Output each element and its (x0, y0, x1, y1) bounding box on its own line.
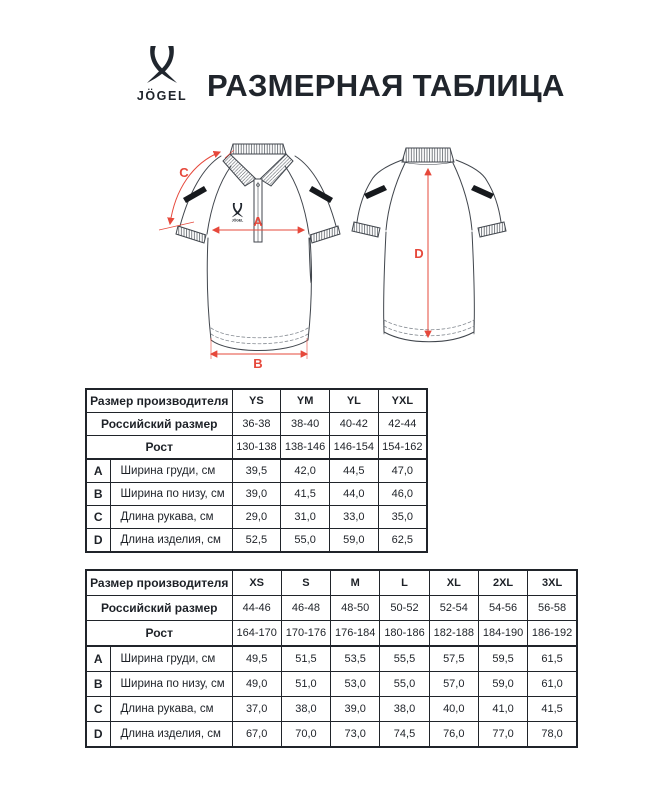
measure-value-cell: 74,5 (380, 722, 429, 748)
measure-value-cell: 51,5 (281, 646, 330, 672)
size-range-cell: 44-46 (232, 596, 281, 621)
size-range-cell: 52-54 (429, 596, 478, 621)
header-row (86, 596, 577, 621)
brand-logo (131, 46, 193, 103)
page-title: РАЗМЕРНАЯ ТАБЛИЦА (207, 67, 565, 103)
header-row (86, 436, 427, 460)
measure-label-c: C (179, 165, 189, 180)
size-code-cell: YS (232, 389, 281, 413)
measure-value-cell: 61,5 (528, 646, 577, 672)
measure-row (86, 506, 427, 529)
measure-value-cell: 55,0 (281, 529, 330, 553)
size-range-cell: 40-42 (329, 413, 378, 436)
size-range-cell: 176-184 (331, 621, 380, 647)
measure-value-cell: 59,0 (478, 672, 527, 697)
size-range-cell: 182-188 (429, 621, 478, 647)
measure-value-cell: 59,0 (329, 529, 378, 553)
size-code-cell: XS (232, 570, 281, 596)
measure-name-cell: Длина изделия, см (110, 529, 232, 553)
measure-letter-cell: B (86, 672, 110, 697)
row-title-cell: Размер производителя (86, 570, 232, 596)
measure-name-cell: Длина изделия, см (110, 722, 232, 748)
measure-value-cell: 52,5 (232, 529, 281, 553)
measure-letter-cell: B (86, 483, 110, 506)
size-code-cell: M (331, 570, 380, 596)
row-title-cell: Рост (86, 436, 232, 460)
measure-value-cell: 55,0 (380, 672, 429, 697)
header-row (86, 621, 577, 647)
row-title-cell: Российский размер (86, 596, 232, 621)
size-range-cell: 164-170 (232, 621, 281, 647)
header-row (86, 413, 427, 436)
measure-row (86, 646, 577, 672)
measure-value-cell: 29,0 (232, 506, 281, 529)
size-range-cell: 56-58 (528, 596, 577, 621)
size-range-cell: 48-50 (331, 596, 380, 621)
measure-value-cell: 44,5 (329, 459, 378, 483)
measure-value-cell: 49,5 (232, 646, 281, 672)
size-range-cell: 54-56 (478, 596, 527, 621)
size-code-cell: YXL (378, 389, 427, 413)
size-range-cell: 154-162 (378, 436, 427, 460)
measure-value-cell: 57,0 (429, 672, 478, 697)
measure-value-cell: 31,0 (281, 506, 330, 529)
measure-value-cell: 51,0 (281, 672, 330, 697)
size-code-cell: YL (329, 389, 378, 413)
measure-value-cell: 41,0 (478, 697, 527, 722)
measure-row (86, 459, 427, 483)
adult-size-table (85, 569, 578, 748)
measure-name-cell: Длина рукава, см (110, 697, 232, 722)
size-range-cell: 38-40 (281, 413, 330, 436)
row-title-cell: Российский размер (86, 413, 232, 436)
back-shirt-drawing (348, 142, 510, 370)
measure-name-cell: Ширина по низу, см (110, 483, 232, 506)
size-code-cell: S (281, 570, 330, 596)
measure-value-cell: 35,0 (378, 506, 427, 529)
header-row (86, 570, 577, 596)
jogel-v-icon (147, 46, 177, 83)
size-range-cell: 146-154 (329, 436, 378, 460)
measure-value-cell: 39,0 (331, 697, 380, 722)
measure-value-cell: 39,5 (232, 459, 281, 483)
size-code-cell: YM (281, 389, 330, 413)
measure-value-cell: 57,5 (429, 646, 478, 672)
measure-value-cell: 38,0 (281, 697, 330, 722)
youth-size-table (85, 388, 428, 553)
measure-letter-cell: C (86, 697, 110, 722)
measure-value-cell: 37,0 (232, 697, 281, 722)
measure-value-cell: 62,5 (378, 529, 427, 553)
measure-row (86, 529, 427, 553)
measure-value-cell: 59,5 (478, 646, 527, 672)
size-range-cell: 46-48 (281, 596, 330, 621)
front-chest-wordmark: JÖGEL (231, 218, 244, 223)
measure-value-cell: 46,0 (378, 483, 427, 506)
measure-value-cell: 42,0 (281, 459, 330, 483)
front-shirt-drawing (157, 141, 352, 373)
measure-value-cell: 76,0 (429, 722, 478, 748)
size-range-cell: 50-52 (380, 596, 429, 621)
measure-row (86, 483, 427, 506)
brand-wordmark: JÖGEL (136, 89, 188, 103)
size-range-cell: 36-38 (232, 413, 281, 436)
measure-value-cell: 39,0 (232, 483, 281, 506)
measure-row (86, 697, 577, 722)
measure-value-cell: 49,0 (232, 672, 281, 697)
back-shirt-outline (352, 148, 506, 342)
measure-name-cell: Длина рукава, см (110, 506, 232, 529)
measure-value-cell: 33,0 (329, 506, 378, 529)
measure-value-cell: 78,0 (528, 722, 577, 748)
measure-value-cell: 61,0 (528, 672, 577, 697)
measure-name-cell: Ширина груди, см (110, 646, 232, 672)
front-shirt-outline (176, 144, 340, 351)
back-sleeve-stripes (364, 185, 494, 199)
measure-letter-cell: A (86, 646, 110, 672)
measure-row (86, 722, 577, 748)
size-range-cell: 138-146 (281, 436, 330, 460)
measure-value-cell: 67,0 (232, 722, 281, 748)
size-range-cell: 180-186 (380, 621, 429, 647)
measure-value-cell: 40,0 (429, 697, 478, 722)
measure-letter-cell: D (86, 529, 110, 553)
row-title-cell: Рост (86, 621, 232, 647)
measure-value-cell: 53,0 (331, 672, 380, 697)
measure-letter-cell: D (86, 722, 110, 748)
measure-value-cell: 77,0 (478, 722, 527, 748)
measure-value-cell: 53,5 (331, 646, 380, 672)
measure-name-cell: Ширина груди, см (110, 459, 232, 483)
measure-row (86, 672, 577, 697)
measure-value-cell: 44,0 (329, 483, 378, 506)
measure-value-cell: 41,5 (281, 483, 330, 506)
size-range-cell: 42-44 (378, 413, 427, 436)
measure-value-cell: 73,0 (331, 722, 380, 748)
size-code-cell: L (380, 570, 429, 596)
header-row (86, 389, 427, 413)
size-code-cell: 3XL (528, 570, 577, 596)
size-range-cell: 186-192 (528, 621, 577, 647)
front-dimension-lines (159, 150, 307, 359)
measure-value-cell: 47,0 (378, 459, 427, 483)
front-chest-logo (232, 203, 244, 223)
measure-letter-cell: A (86, 459, 110, 483)
measure-name-cell: Ширина по низу, см (110, 672, 232, 697)
size-code-cell: XL (429, 570, 478, 596)
measure-value-cell: 41,5 (528, 697, 577, 722)
measure-value-cell: 55,5 (380, 646, 429, 672)
size-range-cell: 130-138 (232, 436, 281, 460)
measure-label-d: D (414, 246, 424, 261)
size-range-cell: 184-190 (478, 621, 527, 647)
measure-letter-cell: C (86, 506, 110, 529)
measure-label-a: A (253, 214, 263, 229)
measure-label-b: B (253, 356, 263, 371)
size-range-cell: 170-176 (281, 621, 330, 647)
measure-value-cell: 38,0 (380, 697, 429, 722)
row-title-cell: Размер производителя (86, 389, 232, 413)
measure-value-cell: 70,0 (281, 722, 330, 748)
size-code-cell: 2XL (478, 570, 527, 596)
